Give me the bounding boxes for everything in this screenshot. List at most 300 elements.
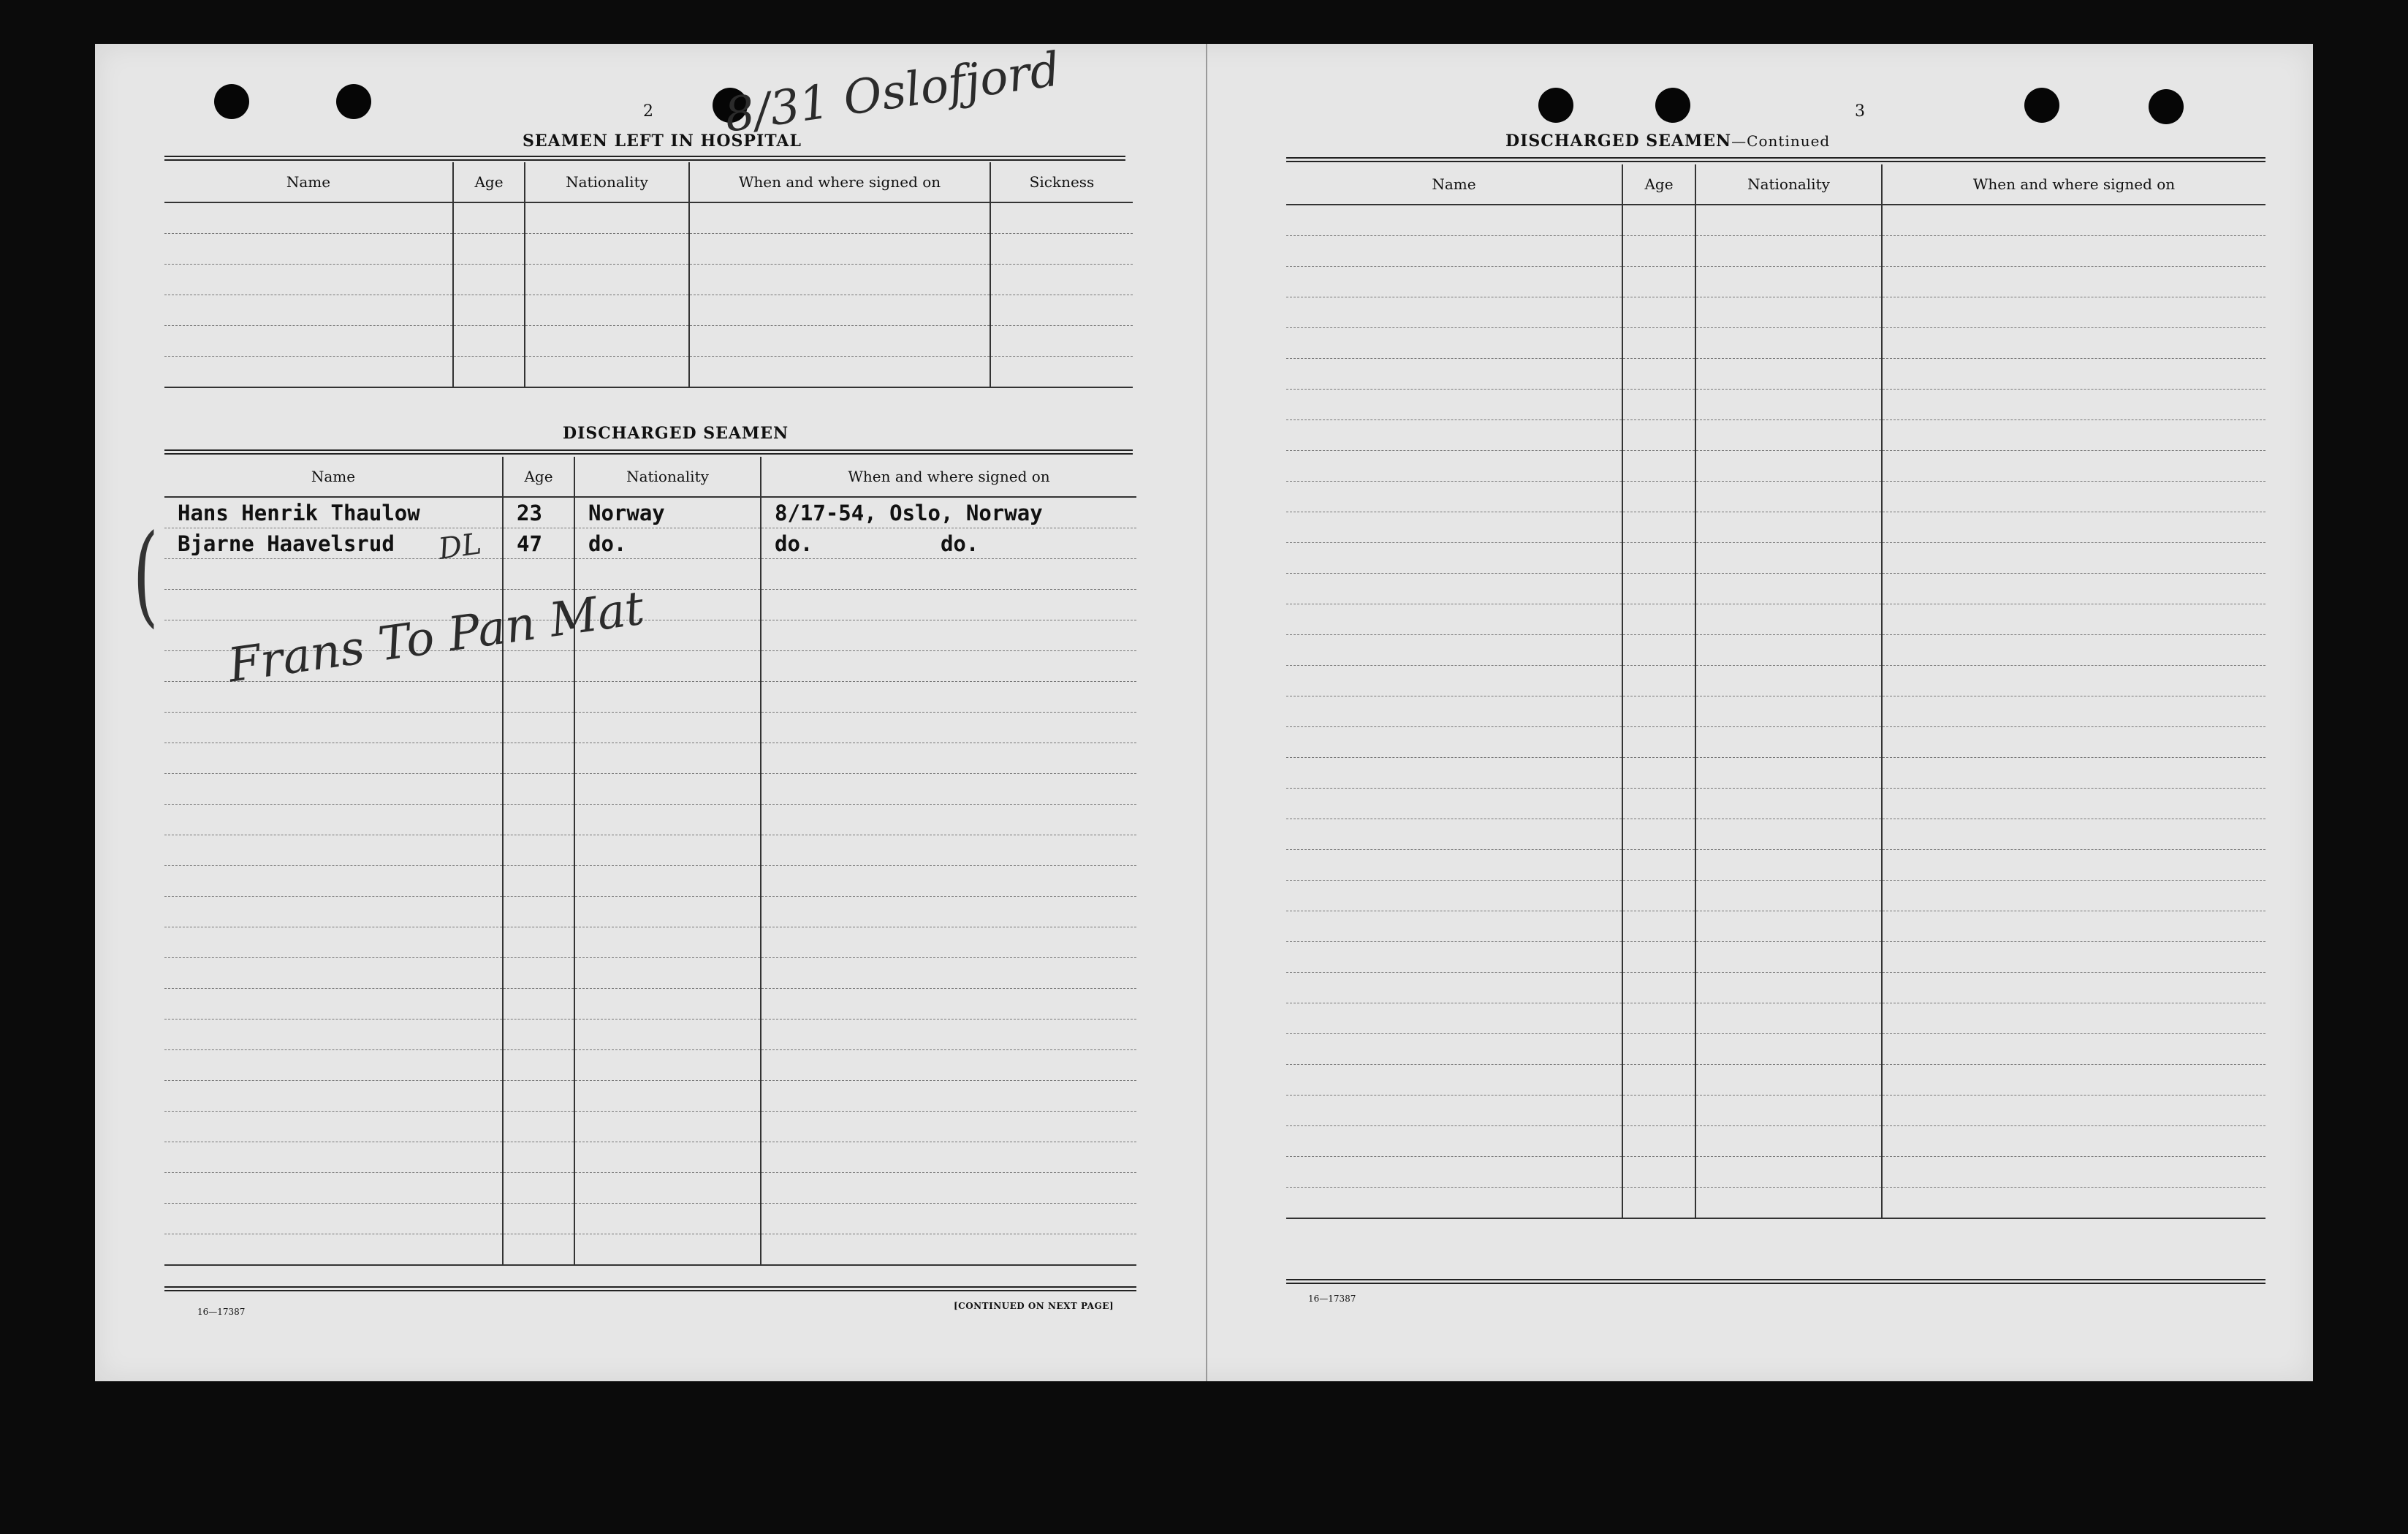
blank-cell	[164, 713, 503, 743]
blank-cell	[574, 805, 761, 835]
handwritten-initials: DL	[436, 527, 484, 566]
blank-cell	[574, 1142, 761, 1173]
blank-cell	[761, 1234, 1136, 1266]
form-number: 16—17387	[1308, 1294, 1356, 1304]
column-header-signed-on: When and where signed on	[689, 162, 990, 202]
blank-cell	[1695, 789, 1882, 819]
blank-cell	[761, 805, 1136, 835]
seaman-signed-on: 8/17-54, Oslo, Norway	[761, 497, 1136, 528]
blank-cell	[1695, 1096, 1882, 1126]
blank-cell	[164, 1142, 503, 1173]
blank-cell	[1882, 482, 2265, 512]
blank-cell	[1695, 696, 1882, 727]
blank-cell	[761, 590, 1136, 620]
table-row	[164, 1204, 1136, 1234]
blank-cell	[503, 1081, 574, 1112]
table-row	[1286, 328, 2265, 359]
table-row	[164, 1112, 1136, 1142]
blank-cell	[1622, 267, 1695, 297]
blank-cell	[1286, 911, 1622, 942]
column-header-nationality: Nationality	[525, 162, 689, 202]
blank-cell	[689, 234, 990, 265]
blank-cell	[1695, 1126, 1882, 1157]
table-row	[1286, 973, 2265, 1003]
blank-cell	[574, 897, 761, 927]
blank-cell	[1695, 236, 1882, 267]
table-row	[164, 202, 1133, 234]
blank-cell	[1286, 574, 1622, 604]
blank-cell	[453, 295, 525, 326]
blank-cell	[1286, 482, 1622, 512]
blank-cell	[1286, 1003, 1622, 1034]
blank-cell	[1882, 696, 2265, 727]
column-header-signed-on: When and where signed on	[761, 457, 1136, 497]
blank-cell	[1695, 451, 1882, 482]
blank-cell	[164, 958, 503, 989]
blank-cell	[574, 989, 761, 1019]
blank-cell	[574, 1019, 761, 1050]
table-row	[1286, 789, 2265, 819]
blank-cell	[990, 202, 1133, 234]
blank-cell	[1622, 420, 1695, 451]
blank-cell	[1882, 1126, 2265, 1157]
blank-cell	[1286, 236, 1622, 267]
blank-cell	[574, 927, 761, 958]
blank-cell	[1695, 1003, 1882, 1034]
blank-cell	[761, 835, 1136, 866]
left-page	[132, 42, 1144, 1381]
table-header-row	[1286, 164, 2265, 205]
handwritten-bracket: (	[132, 512, 159, 639]
blank-cell	[761, 1112, 1136, 1142]
table-row	[1286, 451, 2265, 482]
blank-cell	[990, 234, 1133, 265]
blank-cell	[1286, 635, 1622, 666]
blank-cell	[1622, 297, 1695, 328]
blank-cell	[761, 1204, 1136, 1234]
blank-cell	[1622, 942, 1695, 973]
blank-cell	[761, 927, 1136, 958]
blank-cell	[1882, 666, 2265, 696]
blank-cell	[1882, 604, 2265, 635]
blank-cell	[1286, 205, 1622, 236]
blank-cell	[1622, 819, 1695, 850]
blank-cell	[1622, 543, 1695, 574]
column-header-age: Age	[453, 162, 525, 202]
blank-cell	[1695, 850, 1882, 881]
blank-cell	[574, 958, 761, 989]
blank-cell	[1622, 1188, 1695, 1219]
table-row	[1286, 1034, 2265, 1065]
table-row	[164, 1050, 1136, 1081]
blank-cell	[503, 958, 574, 989]
blank-cell	[1286, 1157, 1622, 1188]
blank-cell	[164, 927, 503, 958]
blank-cell	[689, 295, 990, 326]
blank-cell	[453, 326, 525, 357]
blank-cell	[1622, 911, 1695, 942]
blank-cell	[1286, 758, 1622, 789]
blank-cell	[525, 326, 689, 357]
discharged-bottom-rule	[164, 1286, 1136, 1291]
blank-cell	[1286, 543, 1622, 574]
blank-cell	[1882, 881, 2265, 911]
table-row	[1286, 297, 2265, 328]
blank-cell	[574, 682, 761, 713]
blank-cell	[761, 1019, 1136, 1050]
blank-cell	[1695, 727, 1882, 758]
blank-cell	[453, 234, 525, 265]
blank-cell	[525, 357, 689, 388]
seaman-signed-on: do. do.	[761, 528, 1136, 559]
blank-cell	[574, 774, 761, 805]
blank-cell	[1622, 451, 1695, 482]
blank-cell	[1882, 789, 2265, 819]
blank-cell	[503, 805, 574, 835]
blank-cell	[1286, 1188, 1622, 1219]
blank-cell	[1622, 758, 1695, 789]
blank-cell	[1622, 850, 1695, 881]
table-row	[1286, 850, 2265, 881]
blank-cell	[1882, 727, 2265, 758]
blank-cell	[1882, 819, 2265, 850]
blank-cell	[503, 989, 574, 1019]
blank-cell	[1882, 1188, 2265, 1219]
blank-cell	[1695, 267, 1882, 297]
blank-cell	[1695, 819, 1882, 850]
hospital-section-title: SEAMEN LEFT IN HOSPITAL	[523, 132, 802, 151]
blank-cell	[1622, 512, 1695, 543]
blank-cell	[1286, 727, 1622, 758]
table-row	[164, 528, 1136, 559]
blank-cell	[689, 265, 990, 295]
blank-cell	[1882, 911, 2265, 942]
blank-cell	[1882, 1065, 2265, 1096]
blank-cell	[1695, 328, 1882, 359]
blank-cell	[1286, 297, 1622, 328]
blank-cell	[1286, 881, 1622, 911]
table-row	[1286, 574, 2265, 604]
hospital-table	[164, 162, 1133, 388]
discharged-table	[164, 457, 1136, 1266]
blank-cell	[1286, 1126, 1622, 1157]
blank-cell	[990, 326, 1133, 357]
table-row	[1286, 1126, 2265, 1157]
blank-cell	[1695, 390, 1882, 420]
table-row	[1286, 604, 2265, 635]
blank-cell	[1286, 789, 1622, 819]
blank-cell	[164, 805, 503, 835]
blank-cell	[574, 559, 761, 590]
table-row	[1286, 1003, 2265, 1034]
blank-cell	[1622, 359, 1695, 390]
blank-cell	[164, 202, 453, 234]
table-row	[1286, 696, 2265, 727]
blank-cell	[574, 1234, 761, 1266]
blank-cell	[761, 989, 1136, 1019]
blank-cell	[164, 265, 453, 295]
blank-cell	[503, 559, 574, 590]
seaman-nationality: do.	[574, 528, 761, 559]
blank-cell	[503, 651, 574, 682]
blank-cell	[574, 713, 761, 743]
table-row	[1286, 267, 2265, 297]
blank-cell	[164, 234, 453, 265]
blank-cell	[689, 357, 990, 388]
blank-cell	[761, 1050, 1136, 1081]
discharged-continued-table	[1286, 164, 2265, 1219]
blank-cell	[1882, 205, 2265, 236]
blank-cell	[1286, 390, 1622, 420]
blank-cell	[503, 1234, 574, 1266]
blank-cell	[1695, 512, 1882, 543]
table-row	[1286, 758, 2265, 789]
table-row	[164, 713, 1136, 743]
blank-cell	[761, 958, 1136, 989]
blank-cell	[164, 897, 503, 927]
blank-cell	[1882, 1096, 2265, 1126]
blank-cell	[164, 357, 453, 388]
table-row	[164, 559, 1136, 590]
blank-cell	[503, 682, 574, 713]
discharged-section-title: DISCHARGED SEAMEN	[563, 424, 789, 443]
blank-cell	[1622, 482, 1695, 512]
blank-cell	[1695, 574, 1882, 604]
column-header-age: Age	[503, 457, 574, 497]
table-row	[164, 927, 1136, 958]
blank-cell	[574, 1204, 761, 1234]
blank-cell	[164, 1050, 503, 1081]
table-row	[164, 590, 1136, 620]
blank-cell	[1695, 635, 1882, 666]
blank-cell	[1695, 420, 1882, 451]
blank-cell	[761, 774, 1136, 805]
blank-cell	[1286, 1034, 1622, 1065]
blank-cell	[761, 866, 1136, 897]
blank-cell	[1882, 942, 2265, 973]
table-row	[164, 357, 1133, 388]
blank-cell	[1622, 1126, 1695, 1157]
blank-cell	[1695, 205, 1882, 236]
table-row	[1286, 482, 2265, 512]
table-row	[1286, 727, 2265, 758]
table-row	[1286, 1157, 2265, 1188]
blank-cell	[164, 1173, 503, 1204]
blank-cell	[1622, 1157, 1695, 1188]
blank-cell	[1286, 1096, 1622, 1126]
blank-cell	[1622, 881, 1695, 911]
right-page	[1286, 44, 2295, 1381]
blank-cell	[1695, 973, 1882, 1003]
blank-cell	[164, 989, 503, 1019]
blank-cell	[164, 295, 453, 326]
blank-cell	[164, 1204, 503, 1234]
blank-cell	[525, 202, 689, 234]
blank-cell	[1882, 236, 2265, 267]
column-header-sickness: Sickness	[990, 162, 1133, 202]
blank-cell	[164, 1019, 503, 1050]
table-row	[164, 866, 1136, 897]
blank-cell	[453, 265, 525, 295]
blank-cell	[164, 835, 503, 866]
blank-cell	[503, 927, 574, 958]
blank-cell	[574, 835, 761, 866]
title-rule	[1286, 157, 2265, 162]
blank-cell	[164, 866, 503, 897]
blank-cell	[1286, 942, 1622, 973]
blank-cell	[1286, 1065, 1622, 1096]
blank-cell	[1622, 236, 1695, 267]
table-header-row	[164, 457, 1136, 497]
table-row	[1286, 420, 2265, 451]
blank-cell	[1882, 850, 2265, 881]
table-header-row	[164, 162, 1133, 202]
blank-cell	[1882, 297, 2265, 328]
blank-cell	[1286, 420, 1622, 451]
page-number: 3	[1855, 102, 1865, 121]
blank-cell	[525, 295, 689, 326]
blank-cell	[1286, 604, 1622, 635]
table-row	[1286, 1096, 2265, 1126]
table-row	[1286, 666, 2265, 696]
blank-cell	[1622, 635, 1695, 666]
blank-cell	[574, 1050, 761, 1081]
blank-cell	[525, 234, 689, 265]
table-row	[164, 1173, 1136, 1204]
table-row	[1286, 635, 2265, 666]
blank-cell	[689, 202, 990, 234]
table-row	[1286, 543, 2265, 574]
blank-cell	[574, 1081, 761, 1112]
table-row	[164, 1019, 1136, 1050]
blank-cell	[1622, 666, 1695, 696]
column-header-name: Name	[164, 162, 453, 202]
blank-cell	[1622, 205, 1695, 236]
blank-cell	[1695, 881, 1882, 911]
blank-cell	[1286, 850, 1622, 881]
table-row	[164, 295, 1133, 326]
table-row	[1286, 1065, 2265, 1096]
column-header-signed-on: When and where signed on	[1882, 164, 2265, 205]
table-row	[164, 1081, 1136, 1112]
handwritten-annotation: Frans To Pan Mat	[224, 581, 647, 694]
blank-cell	[164, 682, 503, 713]
discharged-title-rule	[164, 449, 1133, 455]
discharged-continued-title	[1505, 132, 1830, 151]
blank-cell	[525, 265, 689, 295]
blank-cell	[1695, 1065, 1882, 1096]
column-header-age: Age	[1622, 164, 1695, 205]
blank-cell	[761, 743, 1136, 774]
table-row	[164, 682, 1136, 713]
blank-cell	[1882, 328, 2265, 359]
blank-cell	[1695, 1157, 1882, 1188]
blank-cell	[1882, 973, 2265, 1003]
blank-cell	[1622, 1065, 1695, 1096]
table-row	[1286, 512, 2265, 543]
blank-cell	[1882, 451, 2265, 482]
blank-cell	[1882, 1003, 2265, 1034]
table-row	[164, 835, 1136, 866]
blank-cell	[1695, 359, 1882, 390]
blank-cell	[1882, 420, 2265, 451]
blank-cell	[1695, 543, 1882, 574]
seaman-nationality: Norway	[574, 497, 761, 528]
column-header-nationality: Nationality	[1695, 164, 1882, 205]
page-fold	[1206, 44, 1207, 1381]
blank-cell	[1882, 635, 2265, 666]
section-title-text: DISCHARGED SEAMEN	[1505, 132, 1732, 151]
blank-cell	[761, 651, 1136, 682]
blank-cell	[1882, 574, 2265, 604]
blank-cell	[164, 743, 503, 774]
blank-cell	[1695, 942, 1882, 973]
table-row	[1286, 1188, 2265, 1219]
section-title-suffix: —Continued	[1731, 132, 1831, 150]
table-row	[164, 1234, 1136, 1266]
blank-cell	[1622, 1003, 1695, 1034]
bottom-rule	[1286, 1279, 2265, 1284]
blank-cell	[1695, 1188, 1882, 1219]
blank-cell	[1286, 451, 1622, 482]
blank-cell	[164, 774, 503, 805]
table-row	[164, 958, 1136, 989]
blank-cell	[1286, 696, 1622, 727]
blank-cell	[1695, 604, 1882, 635]
blank-cell	[1882, 1034, 2265, 1065]
blank-cell	[761, 1173, 1136, 1204]
seaman-age: 23	[503, 497, 574, 528]
table-row	[164, 234, 1133, 265]
table-row	[1286, 390, 2265, 420]
blank-cell	[689, 326, 990, 357]
blank-cell	[1882, 267, 2265, 297]
table-row	[164, 897, 1136, 927]
continued-footnote: [CONTINUED ON NEXT PAGE]	[954, 1301, 1114, 1311]
blank-cell	[1695, 482, 1882, 512]
blank-cell	[761, 620, 1136, 651]
blank-cell	[1622, 1096, 1695, 1126]
blank-cell	[1695, 758, 1882, 789]
table-row	[1286, 819, 2265, 850]
column-header-name: Name	[164, 457, 503, 497]
seaman-age: 47	[503, 528, 574, 559]
blank-cell	[1622, 789, 1695, 819]
blank-cell	[503, 1173, 574, 1204]
blank-cell	[164, 1112, 503, 1142]
blank-cell	[1882, 543, 2265, 574]
column-header-nationality: Nationality	[574, 457, 761, 497]
column-header-name: Name	[1286, 164, 1622, 205]
table-row	[164, 989, 1136, 1019]
blank-cell	[503, 1019, 574, 1050]
blank-cell	[574, 743, 761, 774]
blank-cell	[503, 866, 574, 897]
blank-cell	[1286, 666, 1622, 696]
blank-cell	[1286, 512, 1622, 543]
blank-cell	[574, 1173, 761, 1204]
table-row	[1286, 942, 2265, 973]
blank-cell	[1286, 267, 1622, 297]
blank-cell	[1622, 1034, 1695, 1065]
blank-cell	[1695, 911, 1882, 942]
blank-cell	[1622, 328, 1695, 359]
blank-cell	[761, 559, 1136, 590]
blank-cell	[1622, 696, 1695, 727]
blank-cell	[1286, 328, 1622, 359]
seaman-name: Bjarne Haavelsrud	[164, 528, 503, 559]
blank-cell	[761, 897, 1136, 927]
